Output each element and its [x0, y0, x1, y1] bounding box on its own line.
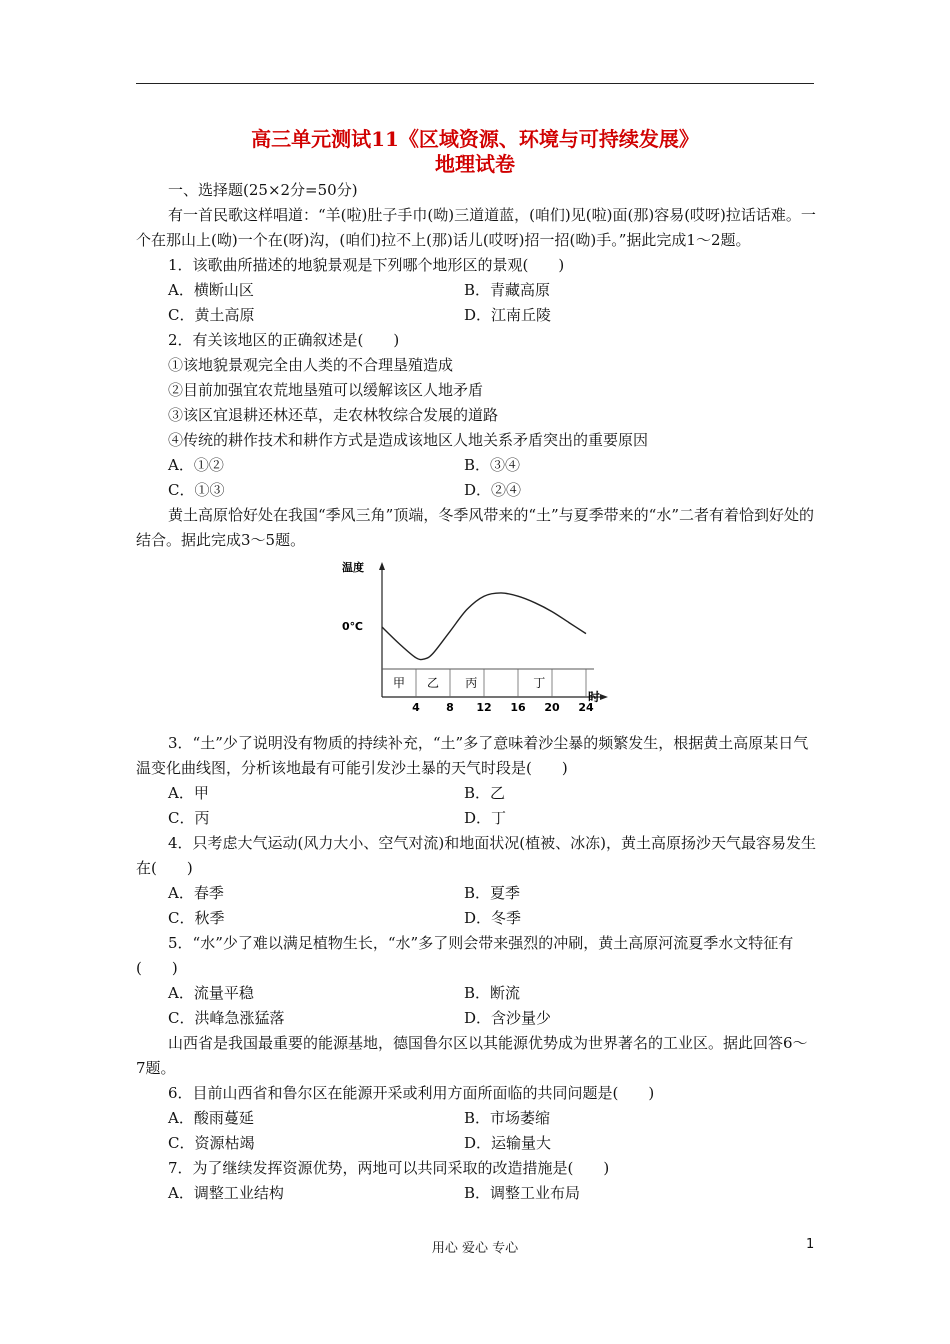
q2-option-a: A．①② [168, 456, 224, 474]
x-tick-label: 20 [544, 701, 560, 714]
q4-option-d: D．冬季 [464, 909, 522, 927]
q6-stem: 6．目前山西省和鲁尔区在能源开采或利用方面所面临的共同问题是( ) [168, 1084, 655, 1102]
zero-degree-label: 0℃ [342, 620, 363, 633]
q3-option-d: D．丁 [464, 809, 507, 827]
q7-option-a: A．调整工业结构 [168, 1184, 284, 1202]
q3-options-cd [136, 806, 816, 831]
x-ticks [412, 669, 594, 714]
section-heading: 一、选择题(25×2分=50分) [168, 181, 358, 199]
y-axis-label: 温度 [342, 561, 364, 574]
q5-option-a: A．流量平稳 [168, 984, 254, 1002]
q2-statement-3: ③该区宜退耕还林还草，走农林牧综合发展的道路 [168, 406, 499, 424]
intro-6-7: 山西省是我国最重要的能源基地，德国鲁尔区以其能源优势成为世界著名的工业区。据此回答6～7题。 [136, 1034, 808, 1077]
y-axis-arrow [379, 562, 385, 570]
q1-option-d: D．江南丘陵 [464, 306, 552, 324]
intro-3-5: 黄土高原恰好处在我国“季风三角”顶端，冬季风带来的“土”与夏季带来的“水”二者有着恰到好处的结合。据此完成3～5题。 [136, 506, 815, 549]
q5-option-b: B．断流 [464, 984, 521, 1002]
q6-option-a: A．酸雨蔓延 [168, 1109, 254, 1127]
q4-option-c: C．秋季 [168, 909, 225, 927]
q4-option-b: B．夏季 [464, 884, 521, 902]
q6-options-ab [136, 1106, 816, 1131]
q2-statement-1: ①该地貌景观完全由人类的不合理垦殖造成 [168, 356, 454, 374]
q2-option-d: D．②④ [464, 481, 522, 499]
x-tick-label: 24 [578, 701, 594, 714]
header-rule [136, 83, 814, 84]
segment-label: 丙 [465, 676, 478, 690]
q3-options-ab [136, 781, 816, 806]
x-axis-label: 时 [588, 690, 601, 704]
x-tick-label: 8 [446, 701, 454, 714]
q2-statement-2: ②目前加强宜农荒地垦殖可以缓解该区人地矛盾 [168, 381, 484, 399]
x-axis-arrow [600, 694, 608, 700]
q2-options-cd [136, 478, 816, 503]
temperature-chart-svg [342, 559, 612, 719]
q6-options-cd [136, 1131, 816, 1156]
segment-label: 丁 [533, 676, 546, 690]
q1-option-a: A．横断山区 [168, 281, 254, 299]
q6-option-b: B．市场萎缩 [464, 1109, 551, 1127]
q4-options-ab [136, 881, 816, 906]
x-tick-label: 12 [476, 701, 492, 714]
q7-stem: 7．为了继续发挥资源优势，两地可以共同采取的改造措施是( ) [168, 1159, 610, 1177]
page-number: 1 [806, 1237, 815, 1252]
q1-options-cd [136, 303, 816, 328]
x-tick-label: 4 [412, 701, 420, 714]
q1-stem: 1．该歌曲所描述的地貌景观是下列哪个地形区的景观( ) [168, 256, 565, 274]
q3-option-a: A．甲 [168, 784, 209, 802]
q5-stem: 5．“水”少了难以满足植物生长，“水”多了则会带来强烈的冲刷，黄土高原河流夏季水文特征有( ) [136, 934, 794, 977]
q5-options-cd [136, 1006, 816, 1031]
q6-option-d: D．运输量大 [464, 1134, 552, 1152]
q2-option-b: B．③④ [464, 456, 521, 474]
q7-options-ab [136, 1181, 816, 1206]
q1-options-ab [136, 278, 816, 303]
q5-options-ab [136, 981, 816, 1006]
temperature-chart [136, 559, 816, 723]
temperature-curve [382, 593, 586, 660]
q5-option-d: D．含沙量少 [464, 1009, 552, 1027]
exam-subtitle: 地理试卷 [435, 152, 515, 176]
segment-label: 甲 [392, 676, 406, 690]
q4-option-a: A．春季 [168, 884, 224, 902]
q5-option-c: C．洪峰急涨猛落 [168, 1009, 285, 1027]
q1-option-c: C．黄土高原 [168, 306, 255, 324]
footer-slogan: 用心 爱心 专心 [431, 1241, 519, 1256]
q2-stem: 2．有关该地区的正确叙述是( ) [168, 331, 400, 349]
segment-label: 乙 [426, 676, 440, 690]
q3-stem: 3．“土”少了说明没有物质的持续补充，“土”多了意味着沙尘暴的频繁发生，根据黄土高原某日气温变化曲线图，分析该地最有可能引发沙土暴的天气时段是( ) [136, 734, 809, 777]
exam-title: 高三单元测试11《区域资源、环境与可持续发展》 [251, 127, 699, 151]
q4-options-cd [136, 906, 816, 931]
q2-statement-4: ④传统的耕作技术和耕作方式是造成该地区人地关系矛盾突出的重要原因 [168, 431, 649, 449]
q2-option-c: C．①③ [168, 481, 225, 499]
q3-option-c: C．丙 [168, 809, 210, 827]
q1-option-b: B．青藏高原 [464, 281, 551, 299]
q6-option-c: C．资源枯竭 [168, 1134, 255, 1152]
q7-option-b: B．调整工业布局 [464, 1184, 581, 1202]
q3-option-b: B．乙 [464, 784, 506, 802]
q2-options-ab [136, 453, 816, 478]
q4-stem: 4．只考虑大气运动(风力大小、空气对流)和地面状况(植被、冰冻)，黄土高原扬沙天气最容易发生在( ) [136, 834, 816, 877]
x-tick-label: 16 [510, 701, 526, 714]
intro-1-2: 有一首民歌这样唱道：“羊(啦)肚子手巾(呦)三道道蓝，(咱们)见(啦)面(那)容易(哎呀)拉话话难。一个在那山上(呦)一个在(呀)沟，(咱们)拉不上(那)话儿(哎呀)招一招(呦)手。”据此完成1～2题。 [136, 206, 816, 249]
exam-content [136, 178, 816, 1206]
